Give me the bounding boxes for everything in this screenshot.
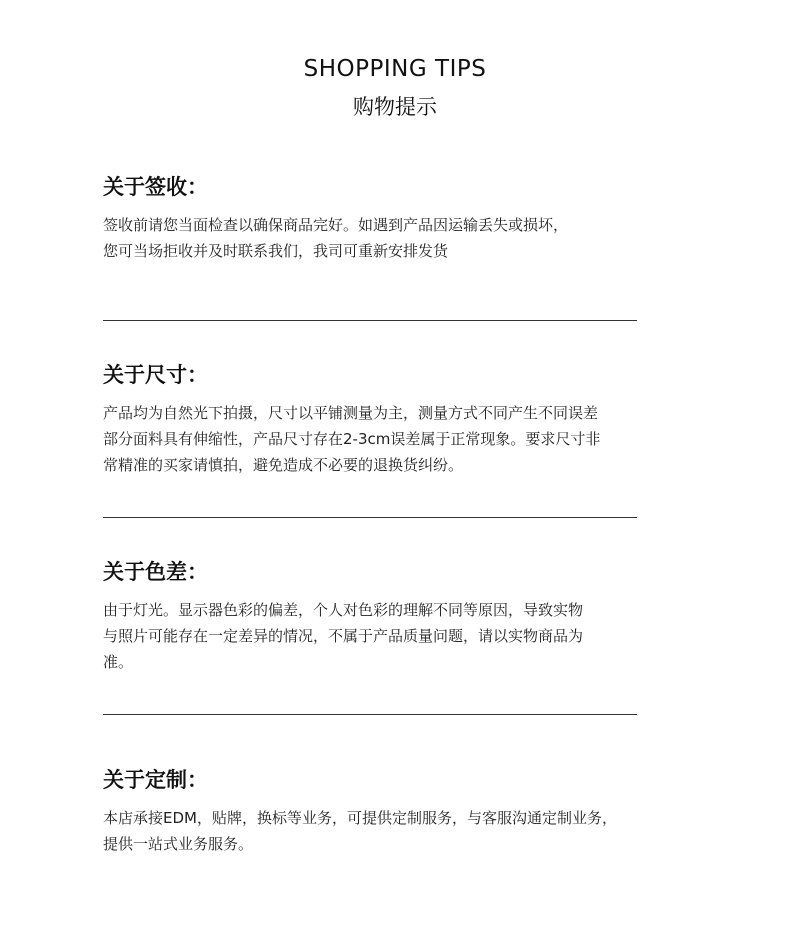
body-line: 常精准的买家请慎拍，避免造成不必要的退换货纠纷。 (103, 456, 464, 474)
section-heading-size: 关于尺寸： (103, 363, 208, 387)
section-body-signing (103, 212, 703, 264)
divider (103, 517, 637, 518)
body-line: 您可当场拒收并及时联系我们，我司可重新安排发货 (103, 242, 449, 260)
body-line: 提供一站式业务服务。 (103, 835, 254, 853)
page-header (0, 52, 790, 122)
body-line: 部分面料具有伸缩性，产品尺寸存在2-3cm误差属于正常现象。要求尺寸非 (103, 430, 601, 448)
section-heading-color-difference: 关于色差： (103, 560, 208, 584)
page-title-chinese: 购物提示 (353, 95, 437, 119)
body-line: 产品均为自然光下拍摄，尺寸以平铺测量为主，测量方式不同产生不同误差 (103, 404, 599, 422)
section-size (103, 360, 703, 478)
section-signing (103, 172, 703, 264)
body-line: 签收前请您当面检查以确保商品完好。如遇到产品因运输丢失或损坏， (103, 216, 569, 234)
section-body-color-difference (103, 597, 703, 675)
page-title-english: SHOPPING TIPS (303, 56, 487, 82)
section-heading-signing: 关于签收： (103, 175, 208, 199)
body-line: 准。 (103, 653, 134, 671)
section-heading-customization: 关于定制： (103, 768, 208, 792)
section-body-size (103, 400, 703, 478)
divider (103, 320, 637, 321)
body-line: 本店承接EDM，贴牌，换标等业务，可提供定制服务，与客服沟通定制业务， (103, 809, 617, 827)
divider (103, 714, 637, 715)
body-line: 与照片可能存在一定差异的情况，不属于产品质量问题，请以实物商品为 (103, 627, 584, 645)
section-body-customization (103, 805, 703, 857)
body-line: 由于灯光。显示器色彩的偏差，个人对色彩的理解不同等原因，导致实物 (103, 601, 584, 619)
section-color-difference (103, 557, 703, 675)
section-customization (103, 765, 703, 857)
